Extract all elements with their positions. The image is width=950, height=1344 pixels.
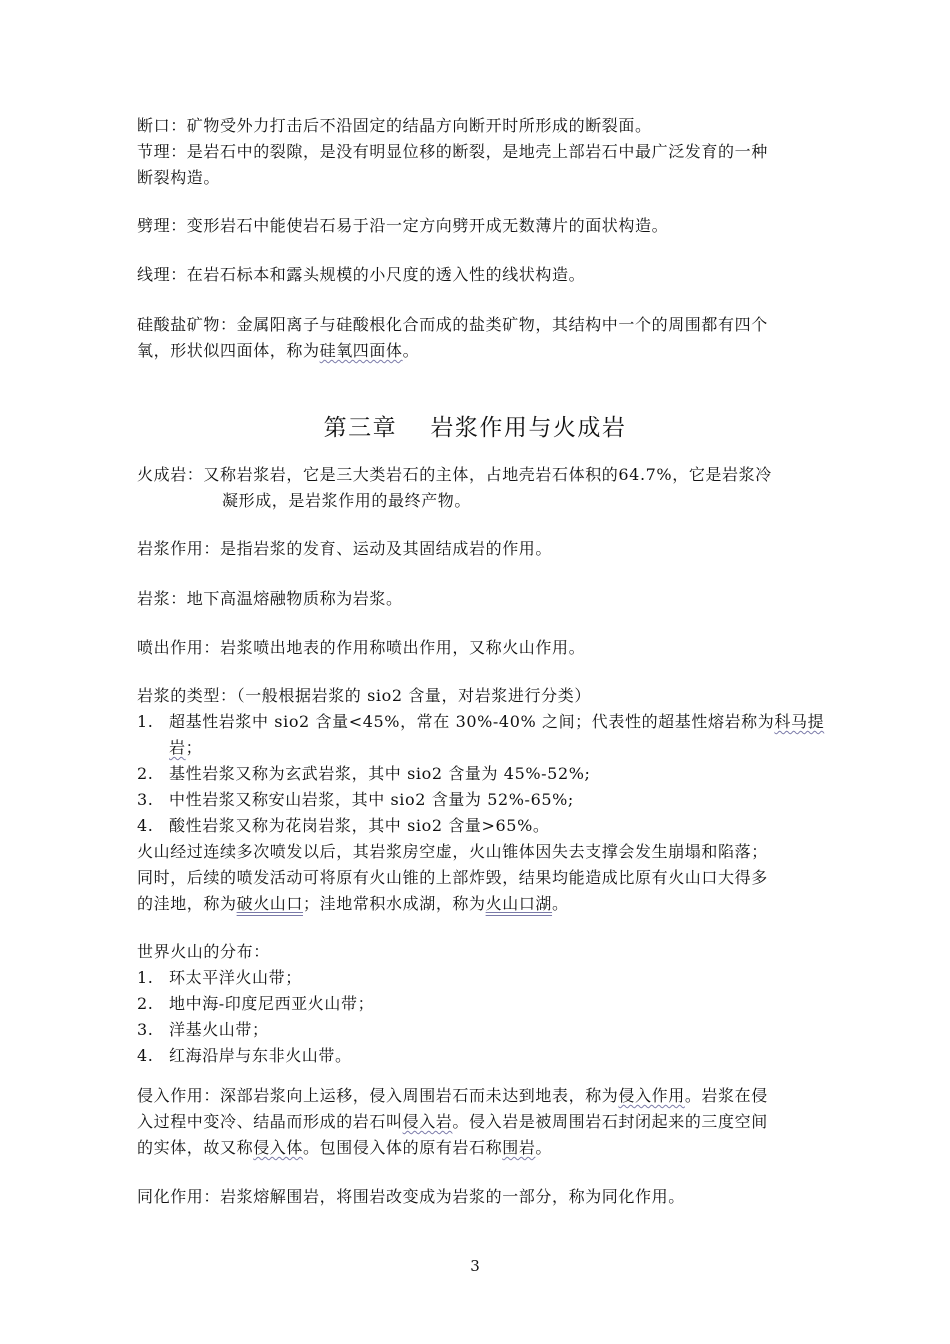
text-run: 的洼地，称为 (137, 894, 237, 913)
text-run: ；洼地常积水成湖，称为 (303, 894, 486, 913)
list-text: 基性岩浆又称为玄武岩浆，其中 sio2 含量为 45%-52%; (169, 764, 591, 783)
underlined-term: 硅氧四面体 (319, 341, 403, 360)
text-run: 的实体，故又称 (137, 1138, 254, 1157)
underlined-term: 破火山口 (236, 894, 304, 913)
list-text: 超基性岩浆中 sio2 含量<45%，常在 30%-40% 之间；代表性的超基性熔岩称为 (169, 712, 775, 731)
definition-pili: 劈理：变形岩石中能使岩石易于沿一定方向劈开成无数薄片的面状构造。 (137, 216, 669, 235)
paragraph-qinru-line1 (137, 1085, 768, 1107)
list-item (137, 967, 302, 989)
list-item (137, 993, 374, 1015)
list-number: 3. (137, 1020, 154, 1039)
list-number: 4. (137, 816, 154, 835)
list-item (137, 1019, 269, 1041)
text-run: ； (185, 738, 203, 757)
definition-penchu: 喷出作用：岩浆喷出地表的作用称喷出作用，又称火山作用。 (137, 638, 586, 657)
definition-guisuan-line2 (137, 340, 419, 362)
world-volcano-title: 世界火山的分布： (137, 942, 270, 961)
underlined-term: 围岩 (502, 1138, 536, 1157)
text-run: 。 (552, 894, 569, 913)
list-item (137, 789, 574, 811)
text-run: 氧，形状似四面体，称为 (137, 341, 320, 360)
list-text: 地中海-印度尼西亚火山带； (169, 994, 375, 1013)
definition-yanjiang: 岩浆：地下高温熔融物质称为岩浆。 (137, 589, 403, 608)
paragraph-qinru-line3 (137, 1137, 552, 1159)
definition-guisuan-line1: 硅酸盐矿物：金属阳离子与硅酸根化合而成的盐类矿物，其结构中一个的周围都有四个 (137, 315, 768, 334)
text-run: 入过程中变冷、结晶而形成的岩石叫 (137, 1112, 403, 1131)
magma-types-intro: 岩浆的类型：（一般根据岩浆的 sio2 含量，对岩浆进行分类） (137, 686, 591, 705)
paragraph-huoshan-line2: 同时，后续的喷发活动可将原有火山锥的上部炸毁，结果均能造成比原有火山口大得多 (137, 868, 768, 887)
underlined-term: 火山口湖 (485, 894, 553, 913)
definition-xianli: 线理：在岩石标本和露头规模的小尺度的透入性的线状构造。 (137, 265, 586, 284)
text-run: 。包围侵入体的原有岩石称 (303, 1138, 503, 1157)
text-run: 。 (535, 1138, 553, 1157)
list-text: 中性岩浆又称安山岩浆，其中 sio2 含量为 52%-65%; (169, 790, 574, 809)
list-number: 1. (137, 712, 154, 731)
list-item (137, 711, 824, 733)
list-text: 酸性岩浆又称为花岗岩浆，其中 sio2 含量>65%。 (169, 816, 550, 835)
underlined-term: 侵入岩 (402, 1112, 453, 1131)
paragraph-qinru-line2 (137, 1111, 768, 1133)
page-number: 3 (470, 1257, 480, 1275)
list-item (137, 1045, 352, 1067)
text-run: 。侵入岩是被周围岩石封闭起来的三度空间 (452, 1112, 768, 1131)
paragraph-huoshan-line3 (137, 893, 569, 915)
definition-tonghua: 同化作用：岩浆熔解围岩，将围岩改变成为岩浆的一部分，称为同化作用。 (137, 1187, 685, 1206)
list-text: 环太平洋火山带； (169, 968, 302, 987)
text-run: 侵入作用：深部岩浆向上运移，侵入周围岩石而未达到地表，称为 (137, 1086, 619, 1105)
list-item (137, 815, 549, 837)
list-number: 3. (137, 790, 154, 809)
text-run: 。 (402, 341, 420, 360)
definition-jieli-line1: 节理：是岩石中的裂隙，是没有明显位移的断裂，是地壳上部岩石中最广泛发育的一种 (137, 142, 768, 161)
chapter-title: 第三章 岩浆作用与火成岩 (323, 415, 627, 441)
underlined-term: 科马提 (774, 712, 825, 731)
definition-jieli-line2: 断裂构造。 (137, 168, 221, 187)
paragraph-huoshan-line1: 火山经过连续多次喷发以后，其岩浆房空虚，火山锥体因失去支撑会发生崩塌和陷落； (137, 842, 768, 861)
definition-huocheng-line1: 火成岩：又称岩浆岩，它是三大类岩石的主体，占地壳岩石体积的64.7%，它是岩浆冷 (137, 465, 772, 484)
text-run: 。岩浆在侵 (684, 1086, 768, 1105)
definition-huocheng-line2: 凝形成，是岩浆作用的最终产物。 (222, 491, 472, 510)
list-number: 4. (137, 1046, 154, 1065)
list-number: 2. (137, 764, 154, 783)
list-item (137, 763, 591, 785)
underlined-term: 侵入作用 (618, 1086, 685, 1105)
list-text: 红海沿岸与东非火山带。 (169, 1046, 352, 1065)
list-number: 1. (137, 968, 154, 987)
definition-yanjiang-zuoyong: 岩浆作用：是指岩浆的发育、运动及其固结成岩的作用。 (137, 539, 553, 558)
list-item-continuation (169, 737, 202, 759)
underlined-term: 岩 (169, 738, 186, 757)
list-text: 洋基火山带； (169, 1020, 269, 1039)
definition-duankou: 断口：矿物受外力打击后不沿固定的结晶方向断开时所形成的断裂面。 (137, 116, 652, 135)
list-number: 2. (137, 994, 154, 1013)
underlined-term: 侵入体 (253, 1138, 304, 1157)
